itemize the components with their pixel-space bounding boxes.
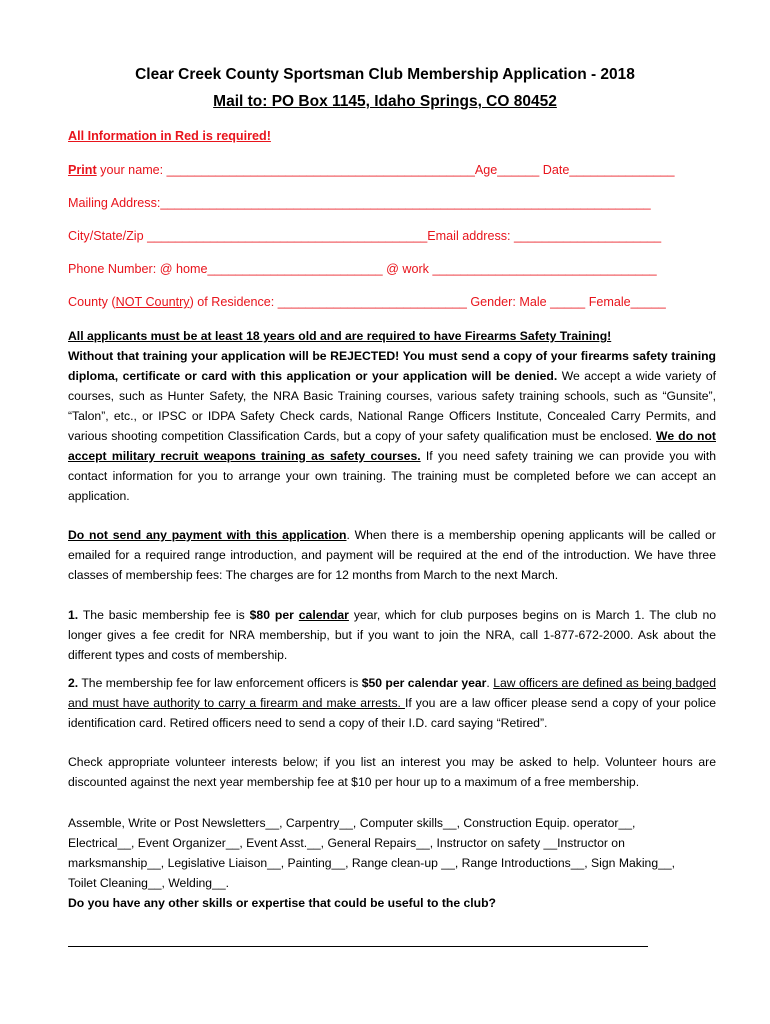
fee-1-number: 1. bbox=[68, 608, 79, 622]
city-email-field[interactable]: City/State/Zip ________________________________________Email address: _____________________ bbox=[68, 229, 662, 243]
volunteer-line-3[interactable]: marksmanship__, Legislative Liaison__, Painting__, Range clean-up __, Range Introductions__, Sign Making__, bbox=[68, 856, 676, 870]
fee-2-text-c: If you are a law officer please send a copy of your police identification card. Retired officers need to send a copy of their I.D. card saying “Retired”. bbox=[68, 696, 716, 730]
volunteer-line-4[interactable]: Toilet Cleaning__, Welding__. bbox=[68, 876, 230, 890]
accepted-courses: We accept a wide variety of courses, such as Hunter Safety, the NRA Basic Training courses, various safety training schools, such as “Gunsite”, “Talon”, etc., or IPSC or IDPA Safety Check cards, National Range Officers Institute, Concealed Carry Permits, and various shooting competition Classification Cards, but a copy of your safety qualification must be enclosed. bbox=[68, 369, 716, 443]
fee-1-text-a: The basic membership fee is bbox=[78, 608, 250, 622]
safety-training-paragraph bbox=[68, 326, 716, 506]
law-officer-definition: Law officers are defined as being badged and must have authority to carry a firearm and make arrests. bbox=[68, 676, 716, 710]
fee-1-text-b: year, which for club purposes begins on is March 1. The club no longer gives a fee credit for NRA membership, but if you want to join the NRA, call 1-877-672-2000. Ask about the different types and costs of membership. bbox=[68, 608, 716, 662]
county-gender-field[interactable] bbox=[68, 295, 666, 309]
military-exclusion: We do not accept military recruit weapons training as safety courses. bbox=[68, 429, 716, 463]
fee-2-number: 2. bbox=[68, 676, 79, 690]
payment-details: . When there is a membership opening applicants will be called or emailed for a required range introduction, and payment will be required at the end of the introduction. We have three classes of membership fees: The charges are for 12 months from March to the next March. bbox=[68, 528, 716, 582]
print-label: Print bbox=[68, 163, 97, 177]
volunteer-line-2[interactable]: Electrical__, Event Organizer__, Event Asst.__, General Repairs__, Instructor on safety __Instructor on bbox=[68, 836, 625, 850]
no-payment-notice: Do not send any payment with this application bbox=[68, 528, 347, 542]
fee-1-amount: $80 per bbox=[249, 608, 299, 622]
rejection-warning: Without that training your application will be REJECTED! You must send a copy of your firearms safety training diploma, certificate or card with this application or your application will be denied. bbox=[68, 349, 716, 383]
other-skills-question: Do you have any other skills or expertise that could be useful to the club? bbox=[68, 896, 497, 910]
training-contact-info: If you need safety training we can provide you with contact information for you to arrange your own training. The training must be completed before we can accept an application. bbox=[68, 449, 716, 503]
fee-1-calendar: calendar bbox=[298, 608, 349, 622]
volunteer-interests-list bbox=[68, 813, 716, 913]
county-label-pre: County ( bbox=[68, 295, 116, 309]
not-country-label: NOT Country bbox=[115, 295, 190, 309]
fee-2-amount: $50 per calendar year bbox=[361, 676, 487, 690]
other-skills-answer-line[interactable] bbox=[68, 946, 648, 947]
mailing-address-field[interactable]: Mailing Address:______________________________________________________________________ bbox=[68, 196, 651, 210]
volunteer-intro-paragraph: Check appropriate volunteer interests below; if you list an interest you may be asked to help. Volunteer hours are discounted against the next year membership fee at $10 per hour up to a maximum of a free membership. bbox=[68, 755, 716, 789]
page-title: Clear Creek County Sportsman Club Membership Application - 2018 bbox=[135, 66, 635, 83]
phone-field[interactable]: Phone Number: @ home_________________________ @ work ________________________________ bbox=[68, 262, 657, 276]
fee-2-text-a: The membership fee for law enforcement officers is bbox=[78, 676, 362, 690]
name-age-date-fields: your name: ____________________________________________Age______ Date_______________ bbox=[96, 163, 675, 177]
county-gender-rest: ) of Residence: ___________________________ Gender: Male _____ Female_____ bbox=[189, 295, 666, 309]
basic-fee-paragraph bbox=[68, 605, 716, 665]
volunteer-line-1[interactable]: Assemble, Write or Post Newsletters__, Carpentry__, Computer skills__, Construction Equip. operator__, bbox=[68, 816, 636, 830]
name-field-line[interactable] bbox=[68, 163, 674, 177]
fee-2-text-b: . bbox=[486, 676, 494, 690]
required-note: All Information in Red is required! bbox=[68, 129, 271, 143]
mailing-address-heading: Mail to: PO Box 1145, Idaho Springs, CO 80452 bbox=[213, 93, 557, 110]
law-enforcement-fee-paragraph bbox=[68, 673, 716, 733]
payment-paragraph bbox=[68, 525, 716, 585]
age-requirement: All applicants must be at least 18 years old and are required to have Firearms Safety Training! bbox=[68, 329, 612, 343]
